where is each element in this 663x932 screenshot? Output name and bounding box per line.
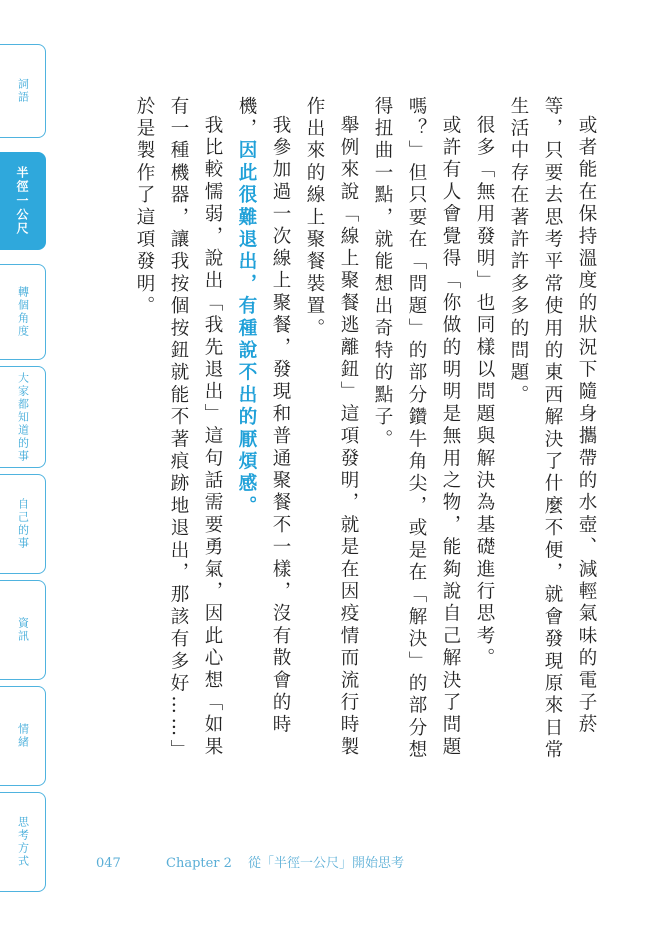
- tab-own-matters[interactable]: [0, 474, 46, 574]
- highlighted-text: 因此很難退出，有種說不出的厭煩感。: [236, 140, 257, 518]
- tab-common-knowledge[interactable]: [0, 366, 46, 468]
- tab-one-meter-radius[interactable]: [0, 152, 46, 250]
- tab-label: 思考方式: [16, 816, 30, 868]
- tab-label: 詞語: [16, 78, 30, 104]
- tab-label: 半徑一公尺: [15, 166, 29, 236]
- body-text: [83, 96, 603, 766]
- tab-emotion[interactable]: [0, 686, 46, 786]
- tab-label: 轉個角度: [16, 286, 30, 338]
- paragraph: 我比較懦弱，說出「我先退出」這句話需要勇氣，因此心想「如果有一種機器，讓我按個按鈕就能不著痕跡地退出，那該有多好……」於是製作了這項發明。: [134, 96, 223, 762]
- tab-vocabulary[interactable]: [0, 44, 46, 138]
- page-footer: [96, 852, 404, 871]
- tab-information[interactable]: [0, 580, 46, 680]
- paragraph: [229, 96, 297, 766]
- tab-change-angle[interactable]: [0, 264, 46, 360]
- paragraph: 或許有人會覺得「你做的明明是無用之物，能夠說自己解決了問題嗎？」但只要在「問題」的部分鑽牛角尖，或是在「解決」的部分想得扭曲一點，就能想出奇特的點子。: [372, 96, 461, 762]
- paragraph: 很多「無用發明」也同樣以問題與解決為基礎進行思考。: [474, 114, 495, 670]
- paragraph-text: 我參加過一次線上聚餐，發現和普通聚餐不一樣，沒有散會的時機，: [236, 96, 291, 737]
- tab-way-of-thinking[interactable]: [0, 792, 46, 892]
- paragraph: 或者能在保持溫度的狀況下隨身攜帶的水壺、減輕氣味的電子菸等，只要去思考平常使用的東西解決了什麼不便，就會發現原來日常生活中存在著許許多多的問題。: [508, 96, 597, 762]
- paragraph: 舉例來說「線上聚餐逃離鈕」這項發明，就是在因疫情而流行時製作出來的線上聚餐裝置。: [304, 96, 359, 759]
- chapter-number: Chapter 2: [166, 856, 232, 871]
- tab-label: 大家都知道的事: [16, 371, 30, 463]
- tab-label: 自己的事: [16, 498, 30, 550]
- page-number: 047: [96, 856, 121, 871]
- tab-label: 資訊: [16, 617, 30, 643]
- tab-label: 情緒: [16, 723, 30, 749]
- chapter-title: 從「半徑一公尺」開始思考: [247, 856, 404, 871]
